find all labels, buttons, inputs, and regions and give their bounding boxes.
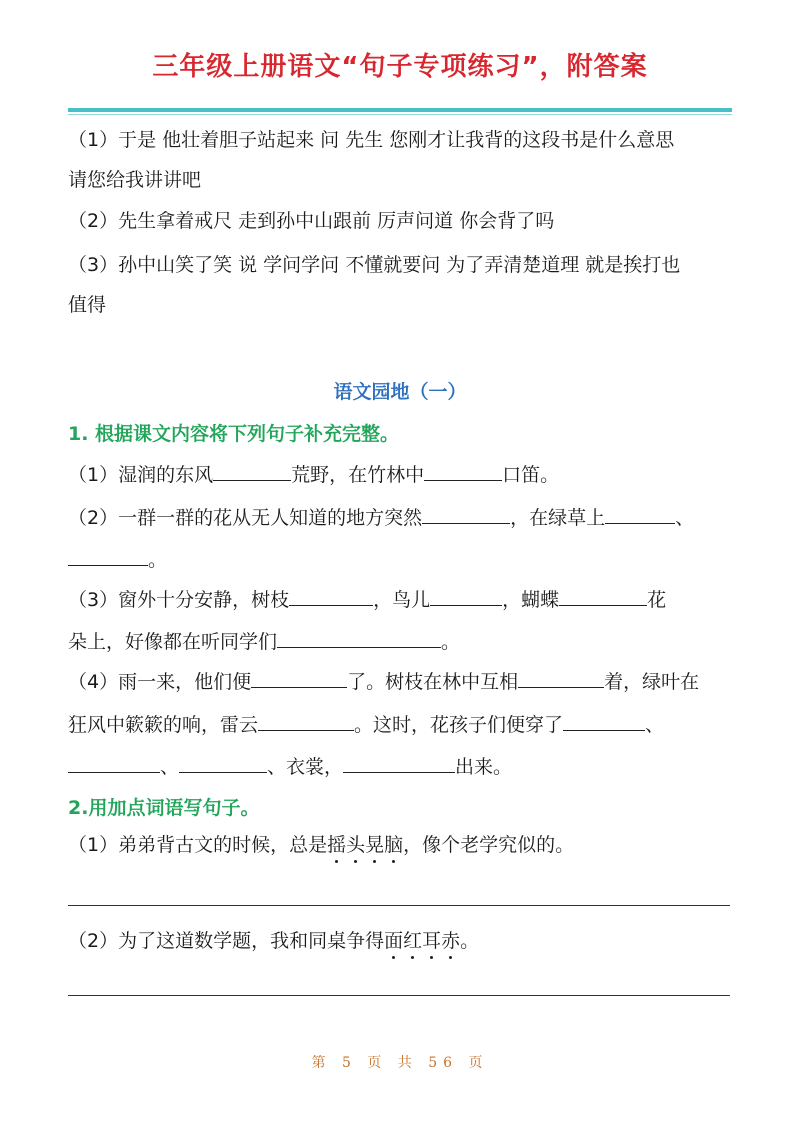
fill-blank[interactable] bbox=[68, 545, 148, 566]
text: 花 bbox=[647, 589, 667, 611]
text: （4）雨一来，他们便 bbox=[68, 671, 252, 693]
fill-blank[interactable] bbox=[251, 667, 347, 688]
text: 口笛。 bbox=[502, 464, 560, 486]
text: 、 bbox=[675, 507, 695, 529]
text: ，在绿草上 bbox=[510, 507, 606, 529]
q1-sentence-4-line-2 bbox=[68, 710, 664, 737]
title-divider-thin bbox=[68, 114, 732, 115]
fill-blank[interactable] bbox=[213, 460, 291, 481]
question-1-heading: 1. 根据课文内容将下列句子补充完整。 bbox=[68, 423, 400, 445]
text: 、 bbox=[645, 714, 665, 736]
text: 荒野，在竹林中 bbox=[291, 464, 425, 486]
section-title: 语文园地（一） bbox=[333, 381, 467, 403]
dotted-char: 头 bbox=[346, 834, 366, 856]
fill-blank[interactable] bbox=[563, 710, 645, 731]
text: （2）一群一群的花从无人知道的地方突然 bbox=[68, 507, 423, 529]
fill-blank[interactable] bbox=[430, 585, 502, 606]
punct-item-3-line-1: （3）孙中山笑了笑 说 学问学问 不懂就要问 为了弄清楚道理 就是挨打也 bbox=[68, 254, 681, 276]
fill-blank[interactable] bbox=[258, 710, 354, 731]
page-title: 三年级上册语文“句子专项练习”，附答案 bbox=[152, 52, 648, 82]
dotted-char: 赤 bbox=[441, 930, 461, 952]
text: 。 bbox=[441, 631, 461, 653]
text: ，蝴蝶 bbox=[502, 589, 560, 611]
fill-blank[interactable] bbox=[605, 503, 675, 524]
question-2-heading: 2.用加点词语写句子。 bbox=[68, 797, 260, 819]
text: ，鸟儿 bbox=[373, 589, 431, 611]
text: 。 bbox=[460, 930, 480, 952]
title-divider bbox=[68, 108, 732, 112]
punct-item-3-line-2: 值得 bbox=[68, 294, 107, 316]
text: 了。树枝在林中互相 bbox=[347, 671, 519, 693]
fill-blank[interactable] bbox=[343, 752, 455, 773]
fill-blank[interactable] bbox=[559, 585, 647, 606]
q2-sentence-2 bbox=[68, 929, 479, 953]
dotted-char: 面 bbox=[384, 930, 404, 952]
fill-blank[interactable] bbox=[277, 627, 441, 648]
q1-sentence-2-line-2 bbox=[68, 545, 167, 572]
fill-blank[interactable] bbox=[424, 460, 502, 481]
fill-blank[interactable] bbox=[179, 752, 267, 773]
text: （1）弟弟背古文的时候，总是 bbox=[68, 834, 328, 856]
dotted-char: 脑 bbox=[384, 834, 404, 856]
q1-sentence-2-line-1 bbox=[68, 503, 694, 530]
text: ，像个老学究似的。 bbox=[403, 834, 575, 856]
q1-sentence-1 bbox=[68, 460, 559, 487]
dotted-char: 摇 bbox=[327, 834, 347, 856]
q1-sentence-4-line-3 bbox=[68, 752, 512, 779]
text: 、衣裳， bbox=[267, 756, 344, 778]
dotted-char: 晃 bbox=[365, 834, 385, 856]
dotted-char: 红 bbox=[403, 930, 423, 952]
text: 着，绿叶在 bbox=[604, 671, 700, 693]
page-number: 第 5 页 共 56 页 bbox=[311, 1055, 489, 1071]
text: 狂风中簌簌的响，雷云 bbox=[68, 714, 259, 736]
fill-blank[interactable] bbox=[289, 585, 373, 606]
fill-blank[interactable] bbox=[422, 503, 510, 524]
dotted-char: 耳 bbox=[422, 930, 442, 952]
q1-sentence-3-line-2 bbox=[68, 627, 460, 654]
q1-sentence-3-line-1 bbox=[68, 585, 666, 612]
text: （3）窗外十分安静，树枝 bbox=[68, 589, 290, 611]
text: 朵上，好像都在听同学们 bbox=[68, 631, 278, 653]
answer-line[interactable] bbox=[68, 995, 730, 996]
q2-sentence-1 bbox=[68, 833, 574, 857]
fill-blank[interactable] bbox=[518, 667, 604, 688]
text: （1）湿润的东风 bbox=[68, 464, 214, 486]
answer-line[interactable] bbox=[68, 905, 730, 906]
q1-sentence-4-line-1 bbox=[68, 667, 699, 694]
punct-item-2: （2）先生拿着戒尺 走到孙中山跟前 厉声问道 你会背了吗 bbox=[68, 210, 555, 232]
text: 。这时，花孩子们便穿了 bbox=[354, 714, 564, 736]
text: 。 bbox=[148, 549, 168, 571]
punct-item-1-line-2: 请您给我讲讲吧 bbox=[68, 169, 202, 191]
text: （2）为了这道数学题，我和同桌争得 bbox=[68, 930, 385, 952]
text: 出来。 bbox=[455, 756, 513, 778]
fill-blank[interactable] bbox=[68, 752, 160, 773]
text: 、 bbox=[160, 756, 180, 778]
punct-item-1-line-1: （1）于是 他壮着胆子站起来 问 先生 您刚才让我背的这段书是什么意思 bbox=[68, 129, 675, 151]
